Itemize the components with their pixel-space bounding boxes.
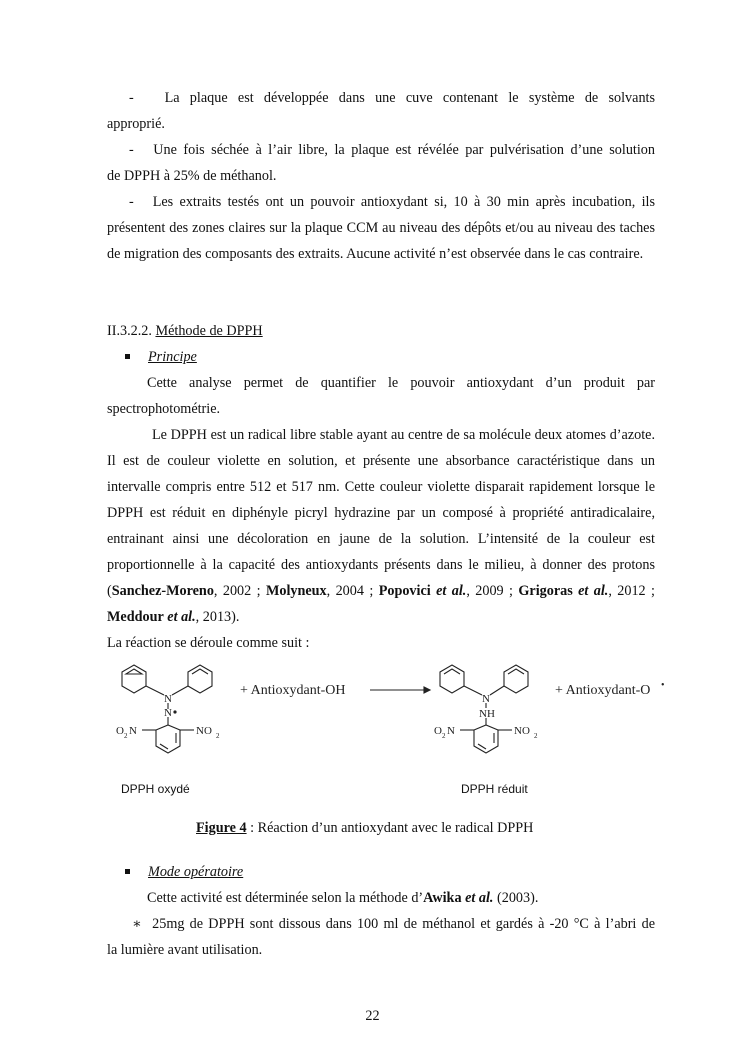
- nitrogen-radical-label: N: [164, 707, 172, 719]
- ref-year: , 2002 ;: [213, 583, 266, 599]
- principe-heading: [107, 344, 655, 370]
- ref-author: Popovici: [378, 583, 431, 599]
- reaction-intro: La réaction se déroule comme suit :: [107, 635, 310, 651]
- ref-year: , 2004 ;: [326, 583, 379, 599]
- mode-step-1-text: 25mg de DPPH sont dissous dans 100 ml de méthanol et gardés à -20 °C à l’abri de: [152, 916, 655, 932]
- ref-year: , 2009 ;: [466, 583, 519, 599]
- ref-author: Molyneux: [265, 583, 327, 599]
- star-bullet-icon: ∗: [132, 916, 142, 932]
- mode-step-1-continuation: la lumière avant utilisation.: [107, 942, 263, 958]
- ref-author: Grigoras: [518, 583, 573, 599]
- mode-intro-text: Cette activité est déterminée selon la méthode d’: [147, 890, 424, 906]
- dpph-reaction-figure: [112, 655, 672, 765]
- o2n-n: N: [447, 725, 455, 737]
- principe-title: Principe: [148, 349, 197, 365]
- page-number: 22: [365, 1008, 380, 1024]
- ref-author: Meddour: [107, 609, 164, 625]
- ref-etal: et al.: [578, 583, 609, 599]
- list-item: [107, 189, 655, 215]
- ref-etal: et al.: [430, 583, 467, 599]
- list-item-continuation: approprié.: [107, 116, 165, 132]
- section-heading: [107, 318, 655, 344]
- no2-label: NO: [196, 725, 212, 737]
- nh-label: NH: [479, 708, 495, 720]
- section-number: II.3.2.2.: [107, 323, 156, 339]
- mode-intro: [107, 885, 655, 911]
- mode-block: [107, 859, 655, 963]
- radical-dot-icon: [173, 710, 176, 713]
- no2-label: NO: [514, 725, 530, 737]
- figure-caption-label: Figure 4: [196, 820, 247, 836]
- ref-etal: et al.: [461, 890, 494, 906]
- o2n-label: O: [116, 725, 124, 737]
- product-label: + Antioxydant-O: [555, 683, 651, 698]
- list-item-text: La plaque est développée dans une cuve contenant le système de solvants: [164, 90, 655, 106]
- ref-year: , 2013).: [195, 609, 240, 625]
- subscript-2: 2: [124, 732, 128, 740]
- principe-paragraph-1: Cette analyse permet de quantifier le pouvoir antioxydant d’un produit par spectrophotométrie.: [107, 375, 655, 417]
- o2n-n: N: [129, 725, 137, 737]
- list-marker: -: [129, 90, 134, 106]
- principe-block: [107, 344, 655, 656]
- mode-heading: [107, 859, 655, 885]
- ref-year: , 2012 ;: [608, 583, 655, 599]
- subscript-2: 2: [216, 732, 220, 740]
- list-item-text: Les extraits testés ont un pouvoir antioxydant si, 10 à 30 min après incubation, ils: [152, 194, 655, 210]
- dpph-reduced-label: DPPH réduit: [461, 782, 528, 796]
- dpph-oxidized-label: DPPH oxydé: [121, 782, 190, 796]
- reagent-label: + Antioxydant-OH: [240, 683, 346, 698]
- figure-caption-text: : Réaction d’un antioxydant avec le radical DPPH: [246, 820, 534, 836]
- list-item: [107, 137, 655, 163]
- o2n-label: O: [434, 725, 442, 737]
- square-bullet-icon: [125, 869, 130, 874]
- principe-paragraph-2-text: Le DPPH est un radical libre stable ayant au centre de sa molécule deux atomes d’azote. Il est de couleur violette en solution, et présente une absorbance caractéristique dans un intervalle compris entre 512 et 517 nm. Cette couleur violette disparait rapidement lorsque le DPPH est réduit en diphényle picryl hydrazine par un composé à propriété antiradicalaire, entrainant ainsi une décoloration en jaune de la solution. L’intensité de la couleur est proportionnelle à la capacité des antioxydants présents dans le milieu, à donner des protons (: [107, 427, 655, 599]
- list-item-continuation: de DPPH à 25% de méthanol.: [107, 168, 277, 184]
- ref-year: (2003).: [493, 890, 539, 906]
- ref-author: Awika: [423, 890, 462, 906]
- list-marker: -: [129, 142, 134, 158]
- ref-etal: et al.: [163, 609, 196, 625]
- square-bullet-icon: [125, 354, 130, 359]
- product-radical-dot: •: [661, 680, 665, 691]
- mode-title: Mode opératoire: [148, 864, 244, 880]
- list-item: [107, 85, 655, 111]
- list-item-continuation: présentent des zones claires sur la plaque CCM au niveau des dépôts et/ou au niveau des taches de migration des composants des extraits. Aucune activité n’est observée dans le cas contraire.: [107, 220, 655, 262]
- nitrogen-label: N: [164, 693, 172, 705]
- list-item-text: Une fois séchée à l’air libre, la plaque est révélée par pulvérisation d’une solution: [153, 142, 655, 158]
- ref-author: Sanchez-Moreno: [111, 583, 214, 599]
- principe-paragraph-2: [107, 422, 655, 630]
- list-marker: -: [129, 194, 134, 210]
- nitrogen-label: N: [482, 693, 490, 705]
- section-title: Méthode de DPPH: [155, 323, 263, 339]
- dash-list: [107, 85, 655, 267]
- mode-step-1: [107, 911, 655, 937]
- subscript-2: 2: [534, 732, 538, 740]
- figure-caption: [196, 820, 533, 837]
- subscript-2: 2: [442, 732, 446, 740]
